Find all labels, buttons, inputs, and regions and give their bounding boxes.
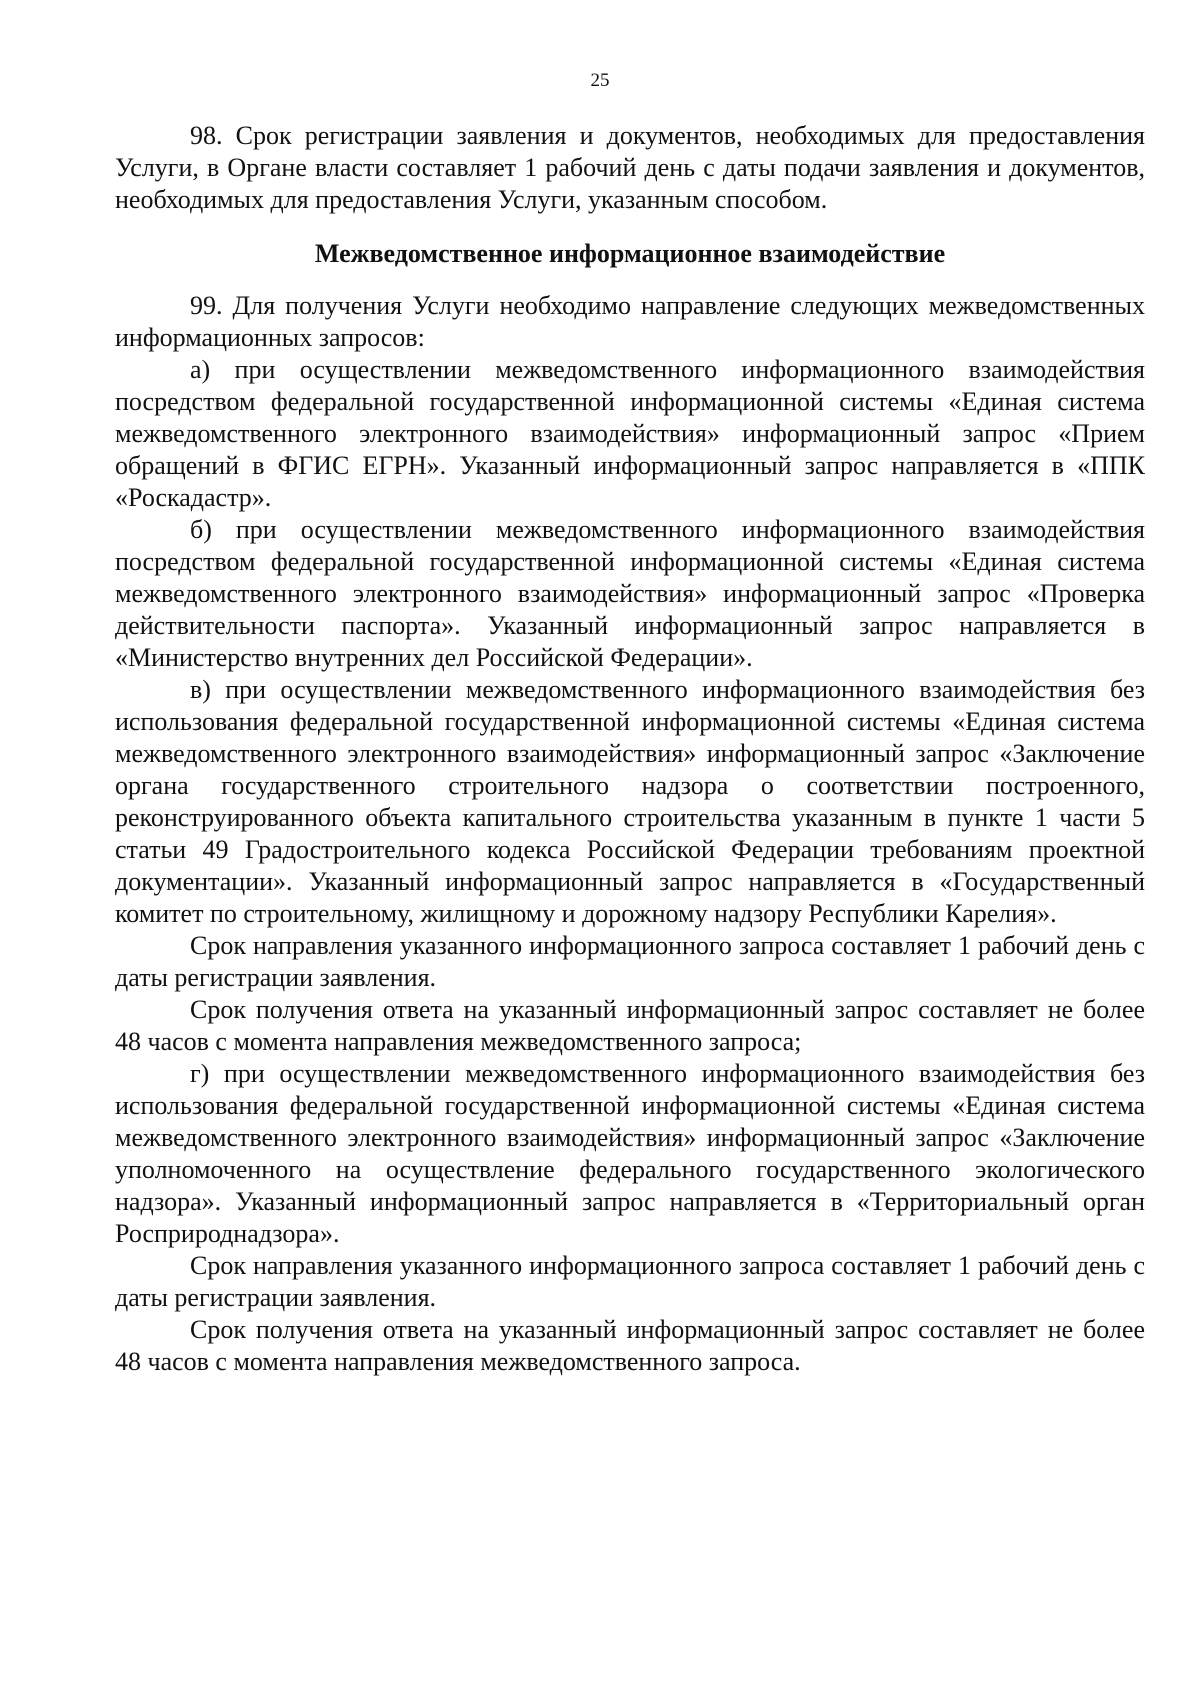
document-body bbox=[115, 120, 1145, 1378]
paragraph-99: 99. Для получения Услуги необходимо направление следующих межведомственных информационных запросов: bbox=[115, 291, 1145, 352]
paragraph-item-g: г) при осуществлении межведомственного информационного взаимодействия без использования федеральной государственной информационной системы «Единая система межведомственного электронного взаимодействия» информационный запрос «Заключение уполномоченного на осуществление федерального государственного экологического надзора». Указанный информационный запрос направляется в «Территориальный орган Росприроднадзора». bbox=[115, 1059, 1145, 1248]
page-number: 25 bbox=[590, 70, 610, 91]
paragraph-deadline-send-v: Срок направления указанного информационного запроса составляет 1 рабочий день с даты регистрации заявления. bbox=[115, 931, 1145, 992]
section-heading: Межведомственное информационное взаимодействие bbox=[314, 239, 946, 268]
paragraph-item-v: в) при осуществлении межведомственного информационного взаимодействия без использования федеральной государственной информационной системы «Единая система межведомственного электронного взаимодействия» информационный запрос «Заключение органа государственного строительного надзора о соответствии построенного, реконструированного объекта капитального строительства указанным в пункте 1 части 5 статьи 49 Градостроительного кодекса Российской Федерации требованиям проектной документации». Указанный информационный запрос направляется в «Государственный комитет по строительному, жилищному и дорожному надзору Республики Карелия». bbox=[115, 675, 1145, 928]
paragraph-deadline-response-v: Срок получения ответа на указанный информационный запрос составляет не более 48 часов с момента направления межведомственного запроса; bbox=[115, 995, 1145, 1056]
paragraph-deadline-send-g: Срок направления указанного информационного запроса составляет 1 рабочий день с даты регистрации заявления. bbox=[115, 1251, 1145, 1312]
paragraph-deadline-response-g: Срок получения ответа на указанный информационный запрос составляет не более 48 часов с момента направления межведомственного запроса. bbox=[115, 1315, 1145, 1376]
paragraph-item-b: б) при осуществлении межведомственного информационного взаимодействия посредством федеральной государственной информационной системы «Единая система межведомственного электронного взаимодействия» информационный запрос «Проверка действительности паспорта». Указанный информационный запрос направляется в «Министерство внутренних дел Российской Федерации». bbox=[115, 515, 1145, 672]
paragraph-98: 98. Срок регистрации заявления и документов, необходимых для предоставления Услуги, в Органе власти составляет 1 рабочий день с даты подачи заявления и документов, необходимых для предоставления Услуги, указанным способом. bbox=[115, 121, 1145, 214]
paragraph-item-a: а) при осуществлении межведомственного информационного взаимодействия посредством федеральной государственной информационной системы «Единая система межведомственного электронного взаимодействия» информационный запрос «Прием обращений в ФГИС ЕГРН». Указанный информационный запрос направляется в «ППК «Роскадастр». bbox=[115, 355, 1145, 512]
